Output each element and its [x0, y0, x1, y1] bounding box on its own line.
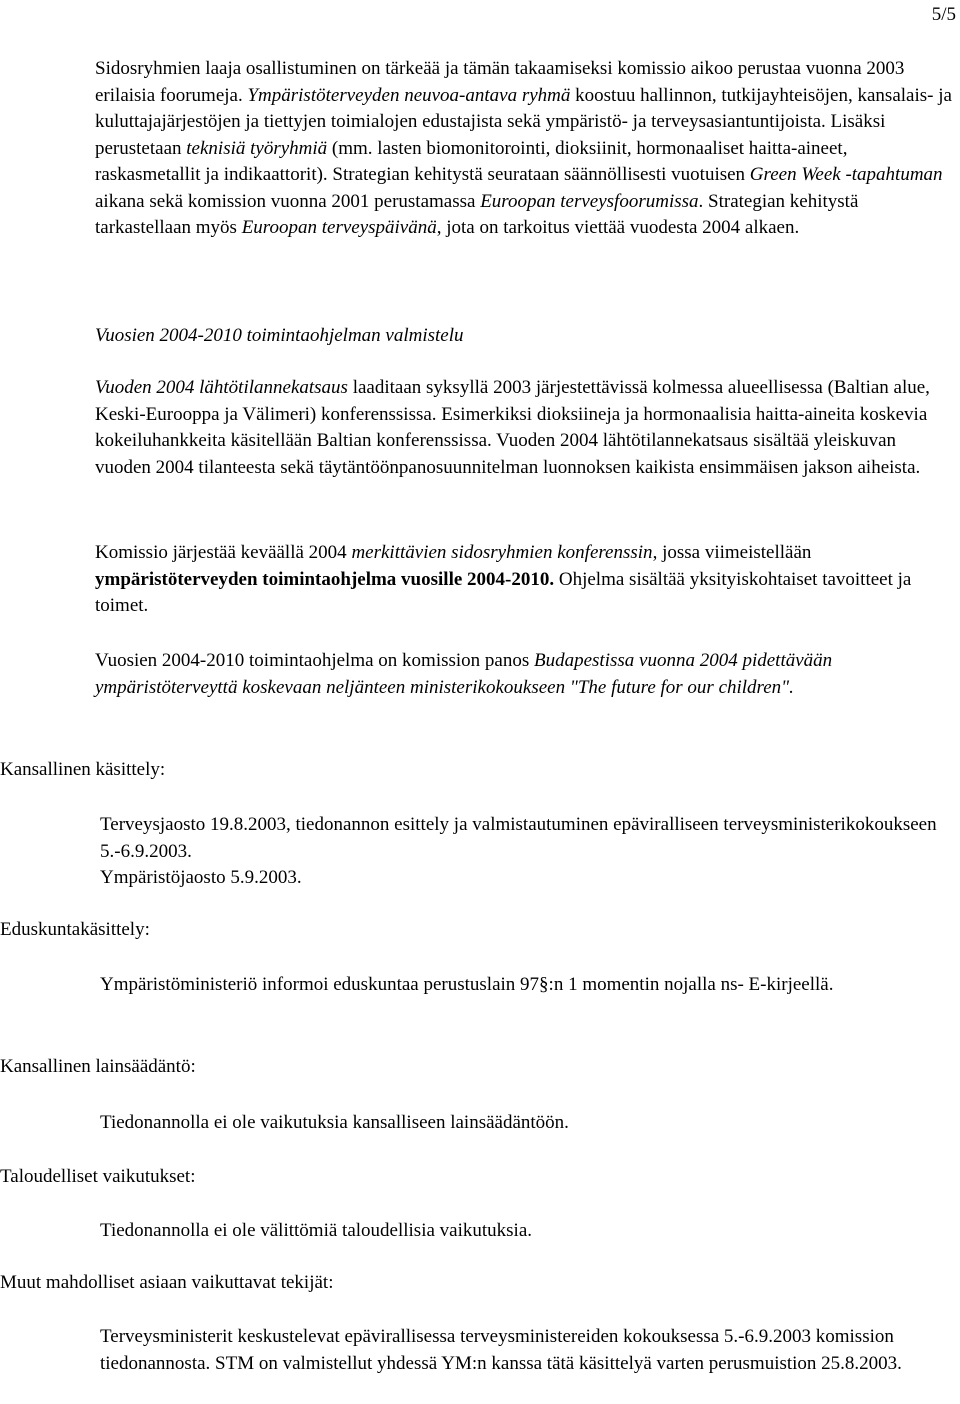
- para2-italic: Vuoden 2004 lähtötilannekatsaus: [95, 377, 348, 398]
- intro-italic-4: Euroopan terveysfoorumissa: [480, 190, 699, 212]
- heading-taloudelliset-vaikutukset: Taloudelliset vaikutukset:: [0, 1166, 196, 1187]
- eduskuntakasittely-text: Ympäristöministeriö informoi eduskuntaa perustuslain 97§:n 1 momentin nojalla ns- E-kirjeellä.: [100, 974, 834, 995]
- paragraph-budapest: [95, 648, 955, 701]
- intro-text-2: koostuu hallinnon, tutkijayhteisöjen, kansalais- ja kuluttajajärjestöjen ja tiettyjen toimialojen edustajista sekä ympäristö- ja terveysasiantuntijoista. Lisäksi perustetaan: [95, 84, 952, 159]
- kansallinen-kasittely-text: [100, 812, 955, 892]
- intro-italic-1: Ympäristöterveyden neuvoa-antava ryhmä: [247, 84, 571, 106]
- heading-muut-tekijat: Muut mahdolliset asiaan vaikuttavat tekijät:: [0, 1272, 334, 1293]
- intro-text-6: , jota on tarkoitus viettää vuodesta 2004 alkaen.: [436, 217, 800, 238]
- para3-text-2: , jossa viimeistellään: [652, 542, 812, 563]
- para4-italic: Budapestissa vuonna 2004 pidettävään ympäristöterveyttä koskevaan neljänteen ministerikokoukseen "The future for our children".: [95, 650, 833, 698]
- intro-text-5: . Strategian kehitystä tarkastellaan myös: [95, 190, 859, 238]
- page-number: 5/5: [931, 4, 956, 25]
- heading-kansallinen-kasittely: Kansallinen käsittely:: [0, 759, 166, 780]
- kansallinen-kasittely-line1: Terveysjaosto 19.8.2003, tiedonannon esittely ja valmistautuminen epäviralliseen terveysministerikokoukseen 5.-6.9.2003.: [100, 814, 937, 862]
- intro-text-3: (mm. lasten biomonitorointi, dioksiinit, hormonaaliset haitta-aineet, raskasmetallit ja indikaattorit). Strategian kehitystä seurataan säännöllisesti vuotuisen: [95, 137, 848, 185]
- para3-italic: merkittävien sidosryhmien konferenssin: [351, 542, 653, 563]
- kansallinen-kasittely-line2: Ympäristöjaosto 5.9.2003.: [100, 867, 302, 888]
- para4-text: Vuosien 2004-2010 toimintaohjelma on komission panos: [95, 650, 534, 671]
- intro-paragraph: [95, 56, 955, 242]
- lainsaadanto-text: Tiedonannolla ei ole vaikutuksia kansalliseen lainsäädäntöön.: [100, 1112, 569, 1133]
- intro-italic-2: teknisiä työryhmiä: [186, 137, 328, 159]
- para3-text-3: Ohjelma sisältää yksityiskohtaiset tavoitteet ja toimet.: [95, 568, 912, 616]
- intro-text-1: Sidosryhmien laaja osallistuminen on tärkeää ja tämän takaamiseksi komissio aikoo perustaa vuonna 2003 erilaisia foorumeja.: [95, 58, 905, 106]
- section-heading: [95, 323, 955, 350]
- paragraph-conference: [95, 540, 955, 620]
- para2-text: laaditaan syksyllä 2003 järjestettävissä kolmessa alueellisessa (Baltian alue, Keski-Eurooppa ja Välimeri) konferenssissa. Esimerkiksi dioksiineja ja hormonaalisia haitta-aineita koskevia kokeiluhankkeita käsitellään Baltian konferenssissa. Vuoden 2004 lähtötilannekatsaus sisältää yleiskuvan vuoden 2004 tilanteesta sekä täytäntöönpanosuunnitelman luonnoksen kaikista ensimmäisen jakson aiheista.: [95, 377, 930, 478]
- para3-text-1: Komissio järjestää keväällä 2004: [95, 542, 352, 563]
- heading-kansallinen-lainsaadanto: Kansallinen lainsäädäntö:: [0, 1056, 196, 1077]
- intro-italic-5: Euroopan terveyspäivänä: [241, 217, 437, 238]
- taloudelliset-text: Tiedonannolla ei ole välittömiä taloudellisia vaikutuksia.: [100, 1220, 532, 1241]
- muut-tekijat-text: Terveysministerit keskustelevat epävirallisessa terveysministereiden kokouksessa 5.-6.9.2003 komission tiedonannosta. STM on valmistellut yhdessä YM:n kanssa tätä käsittelyä varten perusmuistion 25.8.2003.: [100, 1326, 902, 1374]
- para3-bold: ympäristöterveyden toimintaohjelma vuosille 2004-2010.: [95, 568, 555, 590]
- intro-text-4: aikana sekä komission vuonna 2001 perustamassa: [95, 190, 481, 212]
- heading-eduskuntakasittely: Eduskuntakäsittely:: [0, 919, 150, 940]
- section-heading-text: Vuosien 2004-2010 toimintaohjelman valmistelu: [95, 325, 464, 346]
- intro-italic-3: Green Week -tapahtuman: [749, 164, 943, 185]
- paragraph-baseline-review: [95, 375, 955, 481]
